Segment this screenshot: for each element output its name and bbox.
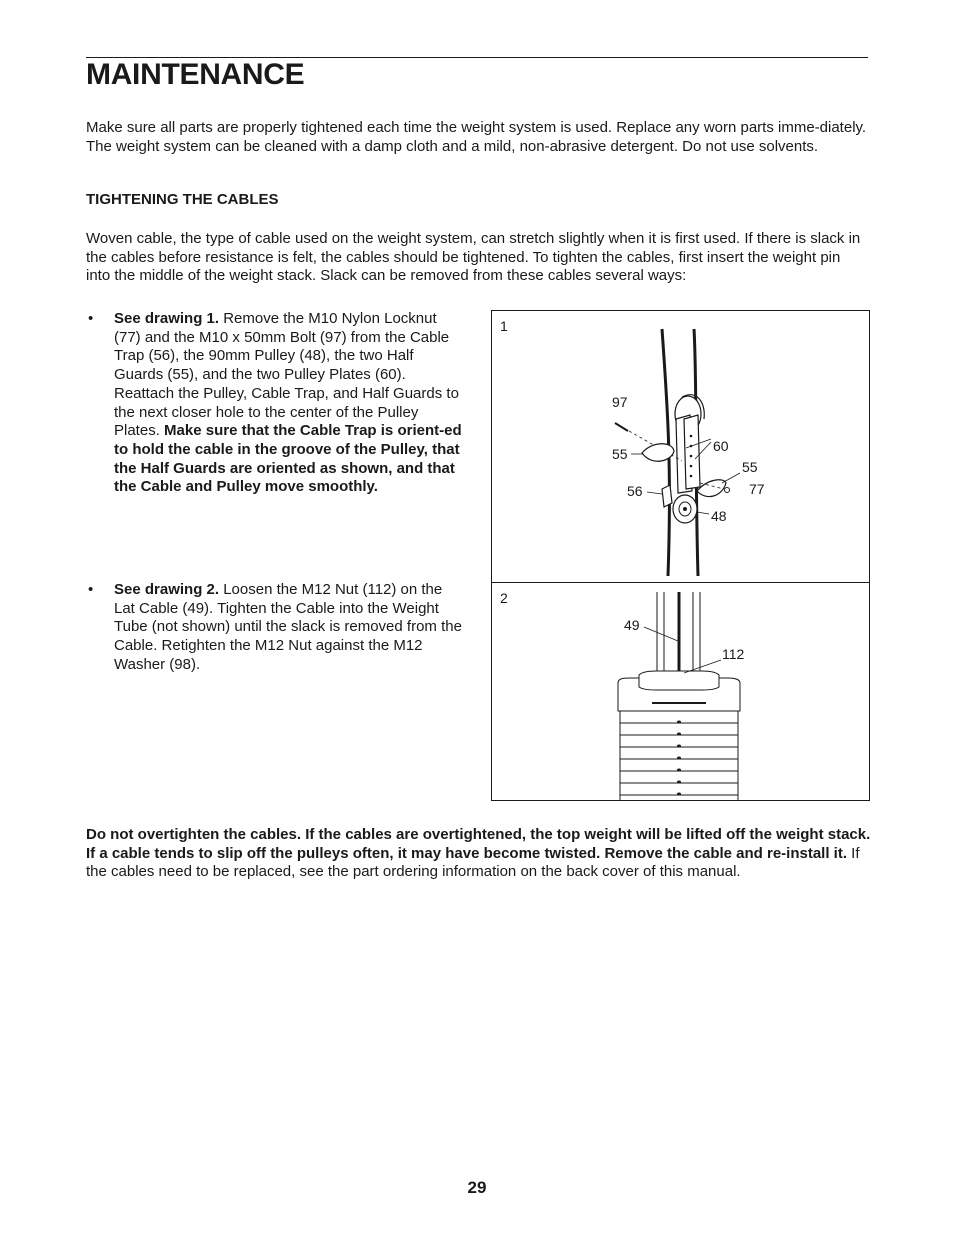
intro-paragraph: Make sure all parts are properly tightened each time the weight system is used. Replace any worn parts imme-diately. The weight system can be cleaned with a damp cloth and a mild, non-abrasive detergent. Do not use solvents. <box>86 119 867 155</box>
bullet-text <box>114 581 466 675</box>
weight-plates <box>620 711 738 800</box>
drawing-1 <box>491 310 870 583</box>
page-number: 29 <box>467 1178 487 1197</box>
bullet-lead: See drawing 1. <box>114 310 220 327</box>
leader-48 <box>697 512 709 514</box>
drawing-2 <box>491 582 870 801</box>
pulley-assembly-illustration <box>492 311 869 582</box>
top-plate <box>618 671 740 711</box>
callout-56: 56 <box>627 483 643 499</box>
pulley-48 <box>673 495 697 523</box>
callout-55-left: 55 <box>612 446 628 462</box>
callout-60: 60 <box>713 438 729 454</box>
callout-77: 77 <box>749 481 765 497</box>
cables-paragraph: Woven cable, the type of cable used on the weight system, can stretch slightly when it is first used. If there is slack in the cables before resistance is felt, the cables should be tightened. To tighten the cables, first insert the weight pin into the middle of the weight stack. Slack can be removed from these cables several ways: <box>86 230 861 285</box>
leader-56 <box>647 492 662 494</box>
callout-48: 48 <box>711 508 727 524</box>
cable-trap-56 <box>662 485 672 507</box>
bullet-text <box>114 310 466 497</box>
pulley-plates <box>676 415 700 493</box>
bullet-emphasis: Make sure that the Cable Trap is orient-ed to hold the cable in the groove of the Pulley, that the Half Guards are oriented as shown, and that the Cable and Pulley move smoothly. <box>114 422 462 496</box>
weight-stack-illustration <box>492 583 869 800</box>
callout-55-right: 55 <box>742 459 758 475</box>
half-guard-right <box>697 480 726 497</box>
bullet-lead: See drawing 2. <box>114 581 220 598</box>
callout-49: 49 <box>624 617 640 633</box>
drawing-number: 2 <box>500 590 508 606</box>
leader-49 <box>644 627 678 641</box>
drawing-number: 1 <box>500 318 508 334</box>
callout-97: 97 <box>612 394 628 410</box>
warning-bold: Do not overtighten the cables. If the cables are overtightened, the top weight will be lifted off the weight stack. If a cable tends to slip off the pulleys often, it may have become twisted. Remove the cable and re-install it. <box>86 826 871 862</box>
section-heading: TIGHTENING THE CABLES <box>86 191 279 208</box>
callout-112: 112 <box>722 646 745 662</box>
bullet-body: Loosen the M12 Nut (112) on the Lat Cable (49). Tighten the Cable into the Weight Tube (not shown) until the slack is removed from the Cable. Retighten the M12 Nut against the M12 Washer (98). <box>114 581 462 673</box>
warning-normal: If the cables need to be replaced, see the part ordering information on the back cover of this manual. <box>86 844 860 881</box>
warning-paragraph <box>86 826 876 882</box>
bullet-body: Remove the M10 Nylon Locknut (77) and the M10 x 50mm Bolt (97) from the Cable Trap (56), the 90mm Pulley (48), the two Half Guards (55), and the two Pulley Plates (60). Reattach the Pulley, Cable Trap, and Half Guards to the next closer hole to the center of the Pulley Plates. <box>114 310 459 440</box>
locknut-77 <box>725 488 730 493</box>
bullet-marker: • <box>88 581 94 598</box>
leader-55b <box>722 473 740 483</box>
page-title: MAINTENANCE <box>86 58 305 91</box>
bullet-marker: • <box>88 310 94 327</box>
